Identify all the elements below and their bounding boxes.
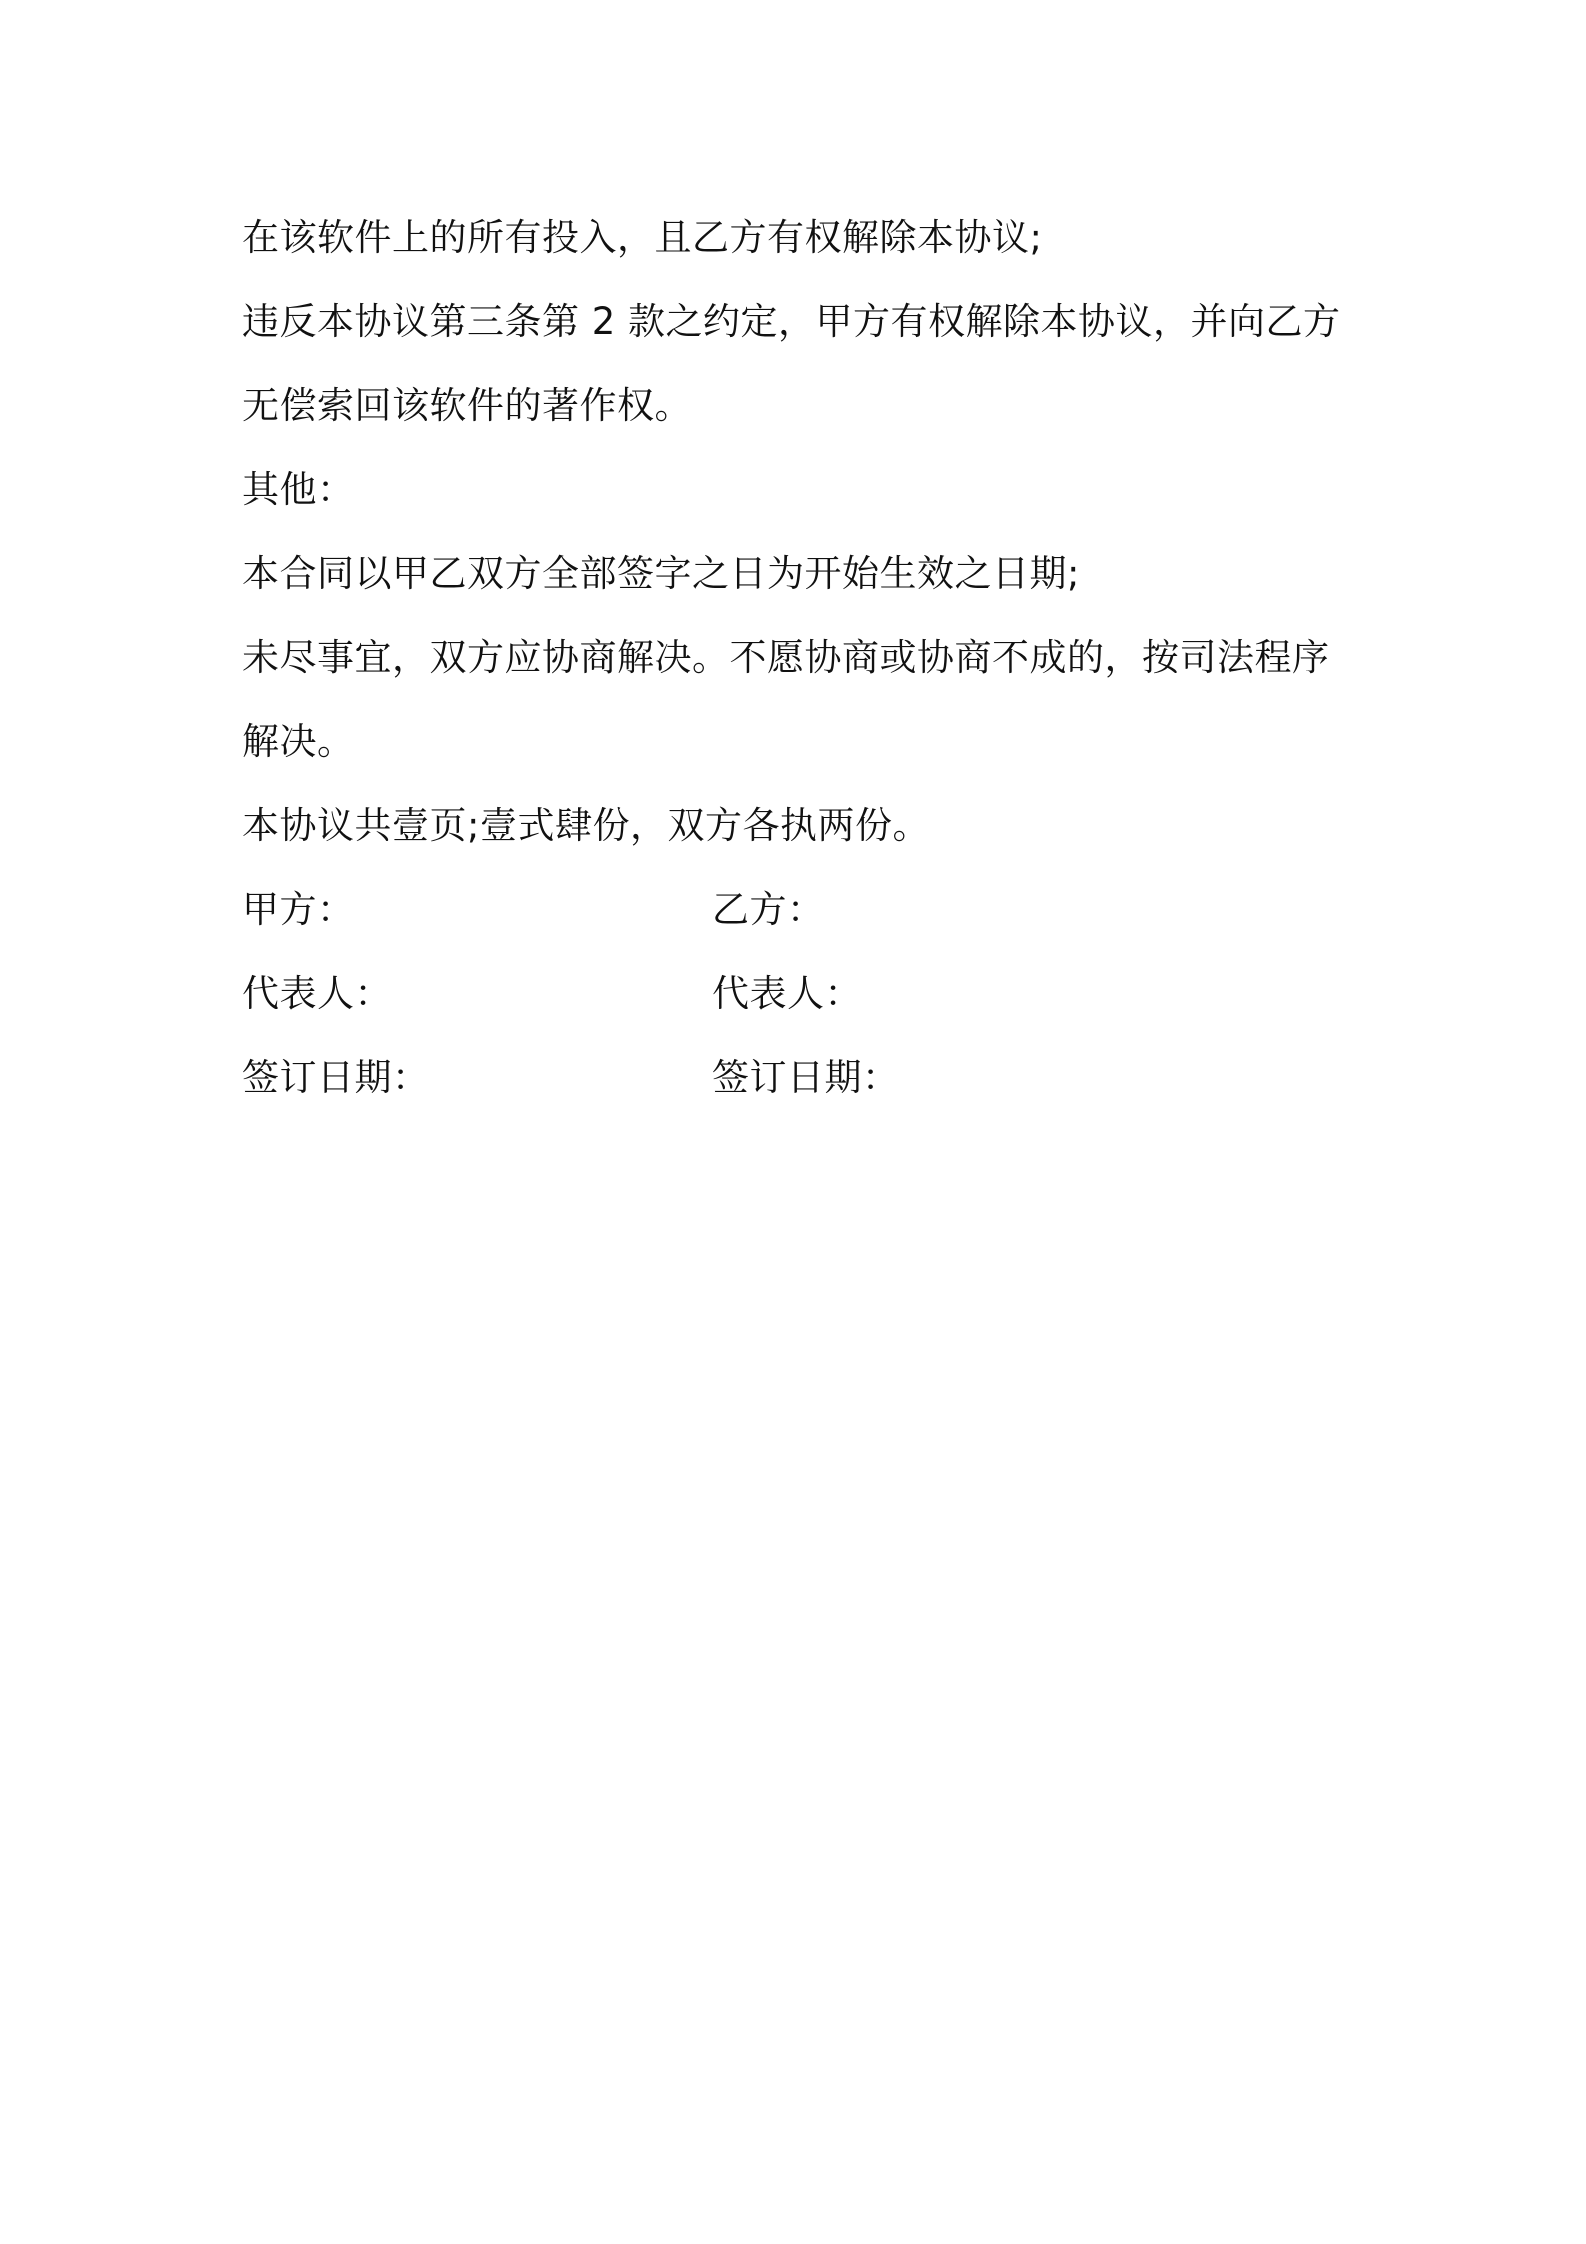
paragraph-breach-clause: 违反本协议第三条第 2 款之约定，甲方有权解除本协议，并向乙方无偿索回该软件的著作权。 [242,300,1341,427]
paragraph-termination-right: 在该软件上的所有投入，且乙方有权解除本协议; [242,216,1043,259]
paragraph-other-heading: 其他： [242,468,355,511]
document-body [242,196,1362,1120]
party-a-label: 甲方： [242,888,355,931]
representative-a-label: 代表人： [242,972,392,1015]
signing-date-b-label: 签订日期： [712,1056,900,1099]
signing-date-a-label: 签订日期： [242,1056,430,1099]
party-b-label: 乙方： [712,888,825,931]
representative-b-label: 代表人： [712,972,862,1015]
signature-date-row [242,1036,1362,1120]
paragraph-copies: 本协议共壹页;壹式肆份，双方各执两份。 [242,804,930,847]
signature-representative-row [242,952,1362,1036]
signature-party-row [242,868,1362,952]
paragraph-dispute-resolution: 未尽事宜，双方应协商解决。不愿协商或协商不成的，按司法程序解决。 [242,636,1330,763]
paragraph-effective-date: 本合同以甲乙双方全部签字之日为开始生效之日期; [242,552,1080,595]
